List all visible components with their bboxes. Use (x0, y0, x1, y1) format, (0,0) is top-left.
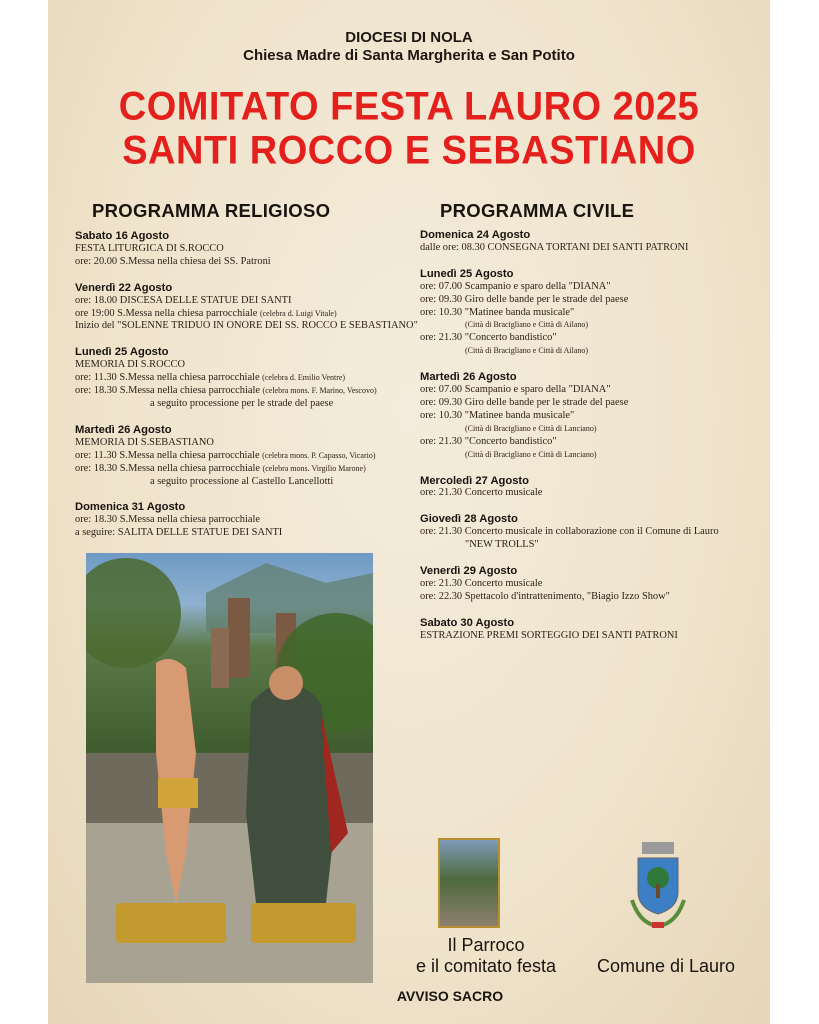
program-line-text: ESTRAZIONE PREMI SORTEGGIO DEI SANTI PATRONI (420, 629, 678, 641)
program-line-text: ore: 09.30 Giro delle bande per le strade del paese (420, 293, 629, 305)
program-date: Domenica 24 Agosto (420, 229, 531, 241)
program-line-text: MEMORIA DI S.SEBASTIANO (75, 436, 214, 448)
program-day (75, 424, 420, 489)
program-line-text: ore: 18.30 S.Messa nella chiesa parrocchiale (75, 462, 263, 474)
program-line (420, 591, 765, 604)
avviso-sacro-label: AVVISO SACRO (396, 988, 504, 1004)
program-line-text: ore: 18.30 S.Messa nella chiesa parrocchiale (75, 514, 260, 526)
program-day (420, 229, 765, 255)
program-line (420, 384, 765, 397)
program-day (75, 346, 420, 411)
program-day (420, 513, 765, 552)
program-line-text: "NEW TROLLS" (465, 539, 539, 551)
program-line (75, 359, 420, 372)
program-date: Martedì 26 Agosto (75, 423, 172, 436)
program-line-text: ore 19:00 S.Messa nella chiesa parrocchiale (75, 307, 260, 319)
program-line-note: (Città di Bracigliano e Città di Ailano) (465, 320, 589, 330)
program-line-text: ore: 11.30 S.Messa nella chiesa parrocchiale (75, 449, 263, 461)
program-line-text: ore: 22.30 Spettacolo d'intrattenimento, "Biagio Izzo Show" (420, 590, 670, 602)
program-line-text: a seguito processione al Castello Lancellotti (150, 475, 334, 487)
program-line-text: ore: 07.00 Scampanio e sparo della "DIANA" (420, 384, 611, 396)
program-day (75, 501, 420, 540)
program-date: Venerdì 29 Agosto (420, 565, 518, 578)
program-line (420, 449, 765, 462)
program-line-text: ore: 09.30 Giro delle bande per le strade del paese (420, 396, 629, 408)
program-line (420, 319, 765, 332)
program-line (420, 526, 765, 539)
program-date: Venerdì 22 Agosto (75, 281, 173, 294)
program-date: Giovedì 28 Agosto (420, 513, 518, 526)
program-line (75, 476, 420, 489)
program-day (420, 617, 765, 643)
program-line (420, 539, 765, 552)
program-day (75, 230, 420, 269)
program-day (420, 565, 765, 604)
program-day (75, 282, 420, 334)
festival-poster (48, 0, 770, 1024)
poster-title: COMITATO FESTA LAURO 2025 (118, 84, 700, 130)
program-line-note: (Città di Bracigliano e Città di Ailano) (465, 346, 589, 356)
civil-program-list (420, 229, 765, 656)
program-line-note: (celebra mons. Virgilio Marone) (262, 463, 366, 473)
program-line-text: ore: 21.30 Concerto musicale (420, 487, 543, 499)
program-line (420, 294, 765, 307)
program-line-text: ore: 21.30 Concerto musicale (420, 577, 543, 589)
program-line-text: ore: 10.30 "Matinee banda musicale" (420, 409, 575, 421)
program-line-note: (Città di Bracigliano e Città di Lanciano) (465, 449, 597, 459)
program-line (420, 436, 765, 449)
program-line (420, 423, 765, 436)
program-line (75, 295, 420, 308)
program-line (75, 463, 420, 476)
program-line (420, 578, 765, 591)
program-line (420, 281, 765, 294)
program-line-text: ore: 10.30 "Matinee banda musicale" (420, 306, 575, 318)
program-line-text: ore: 18.30 S.Messa nella chiesa parrocchiale (75, 385, 263, 397)
program-date: Sabato 30 Agosto (420, 616, 515, 629)
program-line (420, 487, 765, 500)
program-line (75, 398, 420, 411)
civil-program-heading: PROGRAMMA CIVILE (440, 200, 635, 221)
program-date: Lunedì 25 Agosto (420, 267, 514, 280)
religious-program-list (75, 230, 420, 553)
program-line-text: MEMORIA DI S.ROCCO (75, 359, 185, 371)
program-line-note: (celebra d. Emilio Ventre) (262, 373, 346, 383)
program-line (75, 372, 420, 385)
parroco-signature (406, 935, 566, 977)
program-date: Mercoledì 27 Agosto (420, 474, 529, 487)
program-day (420, 268, 765, 358)
comitato-label: e il comitato festa (415, 956, 557, 976)
program-line-text: ore: 11.30 S.Messa nella chiesa parrocchiale (75, 372, 263, 384)
program-line (420, 410, 765, 423)
program-line-note: (celebra mons. F. Marino, Vescovo) (262, 386, 377, 396)
program-line-text: ore: 07.00 Scampanio e sparo della "DIANA" (420, 280, 611, 292)
program-line (420, 345, 765, 358)
program-line (75, 308, 420, 321)
program-line-note: (Città di Bracigliano e Città di Lanciano) (465, 423, 597, 433)
program-line (75, 450, 420, 463)
program-date: Lunedì 25 Agosto (75, 346, 169, 359)
program-line (75, 385, 420, 398)
church-label: Chiesa Madre di Santa Margherita e San Potito (243, 47, 575, 64)
program-line-text: FESTA LITURGICA DI S.ROCCO (75, 242, 224, 254)
program-day (420, 371, 765, 461)
program-line-text: Inizio del "SOLENNE TRIDUO IN ONORE DEI SS. ROCCO E SEBASTIANO" (75, 320, 418, 332)
program-line (75, 514, 420, 527)
program-line-text: ore: 21.30 "Concerto bandistico" (420, 435, 557, 447)
program-line-text: ore: 18.00 DISCESA DELLE STATUE DEI SANTI (75, 294, 292, 306)
program-line (420, 397, 765, 410)
program-date: Sabato 16 Agosto (75, 230, 170, 242)
program-line-note: (celebra mons. P. Capasso, Vicario) (262, 450, 376, 460)
program-line (420, 242, 765, 255)
program-line (420, 630, 765, 643)
program-line-text: ore: 21.30 Concerto musicale in collaborazione con il Comune di Lauro (420, 526, 719, 538)
saints-statues-photo (86, 553, 373, 983)
program-line (75, 243, 420, 256)
program-line-note: (celebra d. Luigi Vitale) (259, 308, 337, 318)
program-date: Martedì 26 Agosto (420, 371, 517, 384)
program-line (75, 527, 420, 540)
program-line-text: ore: 21.30 "Concerto bandistico" (420, 332, 557, 344)
program-line-text: a seguire: SALITA DELLE STATUE DEI SANTI (75, 527, 283, 539)
diocese-label: DIOCESI DI NOLA (345, 29, 473, 46)
program-line (75, 256, 420, 269)
program-line-text: a seguito processione per le strade del paese (150, 397, 334, 409)
program-line-text: ore: 20.00 S.Messa nella chiesa dei SS. Patroni (75, 255, 271, 267)
program-line-text: dalle ore: 08.30 CONSEGNA TORTANI DEI SANTI PATRONI (420, 241, 689, 253)
comune-di-lauro-crest-icon (626, 840, 690, 932)
program-line (75, 437, 420, 450)
program-line (420, 307, 765, 320)
program-line (75, 320, 420, 333)
program-date: Domenica 31 Agosto (75, 501, 186, 514)
statues-illustration (86, 553, 373, 983)
program-day (420, 475, 765, 501)
program-line (420, 332, 765, 345)
parroco-label: Il Parroco (447, 935, 525, 955)
poster-subtitle: SANTI ROCCO E SEBASTIANO (122, 128, 696, 174)
saints-thumbnail (438, 838, 500, 928)
religious-program-heading: PROGRAMMA RELIGIOSO (92, 200, 331, 221)
comune-label: Comune di Lauro (596, 956, 736, 976)
